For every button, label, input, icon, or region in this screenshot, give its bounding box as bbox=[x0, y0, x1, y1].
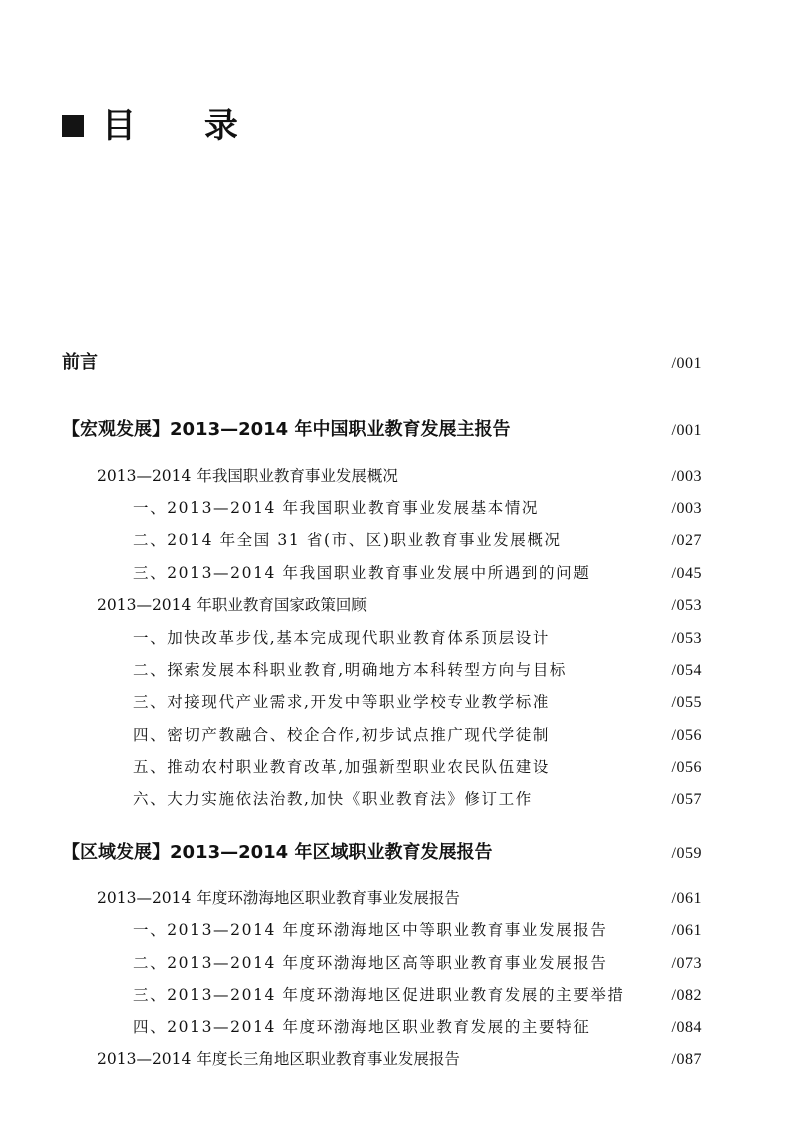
toc-entry-title: 一、2013—2014 年度环渤海地区中等职业教育事业发展报告 bbox=[133, 921, 608, 939]
toc-entry-page-number: /055 bbox=[671, 694, 702, 711]
toc-entry-page-number: /027 bbox=[671, 532, 702, 549]
toc-entry-page-number: /087 bbox=[671, 1051, 702, 1068]
toc-entry bbox=[133, 951, 702, 973]
toc-entry-page-number: /061 bbox=[671, 922, 702, 939]
toc-entry-title: 2013—2014 年度长三角地区职业教育事业发展报告 bbox=[97, 1050, 460, 1068]
toc-entry bbox=[133, 496, 702, 518]
toc-entry bbox=[62, 415, 702, 441]
toc-entry bbox=[97, 593, 702, 615]
toc-entry-title: 前言 bbox=[62, 352, 98, 373]
toc-entry-page-number: /084 bbox=[671, 1019, 702, 1036]
toc-entry-page-number: /053 bbox=[671, 630, 702, 647]
page-title: 目 录 bbox=[102, 106, 266, 146]
toc-entry-title: 二、2013—2014 年度环渤海地区高等职业教育事业发展报告 bbox=[133, 954, 608, 972]
toc-entry-page-number: /056 bbox=[671, 727, 702, 744]
toc-entry bbox=[133, 918, 702, 940]
toc-entry-title: 四、2013—2014 年度环渤海地区职业教育发展的主要特征 bbox=[133, 1018, 591, 1036]
toc-entry bbox=[62, 348, 702, 374]
toc-entry-title: 四、密切产教融合、校企合作,初步试点推广现代学徒制 bbox=[133, 726, 550, 744]
toc-entry-page-number: /061 bbox=[671, 890, 702, 907]
toc-entry-title: 三、2013—2014 年我国职业教育事业发展中所遇到的问题 bbox=[133, 564, 591, 582]
toc-entry bbox=[133, 787, 702, 809]
toc-entry-page-number: /082 bbox=[671, 987, 702, 1004]
toc-entry bbox=[133, 690, 702, 712]
toc-entry-title: 2013—2014 年我国职业教育事业发展概况 bbox=[97, 467, 398, 485]
toc-entry-title: 六、大力实施依法治教,加快《职业教育法》修订工作 bbox=[133, 790, 533, 808]
heading-square-icon bbox=[62, 115, 84, 137]
toc-entry bbox=[97, 886, 702, 908]
toc-entry-page-number: /003 bbox=[671, 468, 702, 485]
toc-entry-title: 二、探索发展本科职业教育,明确地方本科转型方向与目标 bbox=[133, 661, 568, 679]
toc-entry-title: 二、2014 年全国 31 省(市、区)职业教育事业发展概况 bbox=[133, 531, 562, 549]
toc-entry-page-number: /056 bbox=[671, 759, 702, 776]
toc-entry bbox=[133, 528, 702, 550]
toc-entry bbox=[133, 1015, 702, 1037]
toc-entry bbox=[133, 658, 702, 680]
toc-entry bbox=[97, 1047, 702, 1069]
toc-entry-title: 三、2013—2014 年度环渤海地区促进职业教育发展的主要举措 bbox=[133, 986, 625, 1004]
toc-entry-page-number: /001 bbox=[671, 355, 702, 372]
toc-entry bbox=[133, 755, 702, 777]
toc-entry-page-number: /045 bbox=[671, 565, 702, 582]
toc-entry-page-number: /057 bbox=[671, 791, 702, 808]
toc-entry-title: 一、2013—2014 年我国职业教育事业发展基本情况 bbox=[133, 499, 540, 517]
toc-entry-title: 【宏观发展】2013—2014 年中国职业教育发展主报告 bbox=[62, 419, 511, 440]
toc-entry-page-number: /059 bbox=[671, 845, 702, 862]
toc-entry-page-number: /073 bbox=[671, 955, 702, 972]
toc-entry-page-number: /054 bbox=[671, 662, 702, 679]
toc-entry-page-number: /003 bbox=[671, 500, 702, 517]
toc-entry-title: 五、推动农村职业教育改革,加强新型职业农民队伍建设 bbox=[133, 758, 550, 776]
toc-entry bbox=[97, 464, 702, 486]
toc-entry-title: 2013—2014 年职业教育国家政策回顾 bbox=[97, 596, 367, 614]
toc-entry-page-number: /001 bbox=[671, 422, 702, 439]
toc-entry-title: 【区域发展】2013—2014 年区域职业教育发展报告 bbox=[62, 842, 493, 863]
toc-entry-page-number: /053 bbox=[671, 597, 702, 614]
toc-entry bbox=[133, 723, 702, 745]
toc-entry-title: 一、加快改革步伐,基本完成现代职业教育体系顶层设计 bbox=[133, 629, 550, 647]
toc-entry-title: 2013—2014 年度环渤海地区职业教育事业发展报告 bbox=[97, 889, 460, 907]
toc-entry bbox=[133, 983, 702, 1005]
toc-entry bbox=[133, 626, 702, 648]
toc-entry bbox=[62, 838, 702, 864]
toc-entry-title: 三、对接现代产业需求,开发中等职业学校专业教学标准 bbox=[133, 693, 550, 711]
toc-entry bbox=[133, 561, 702, 583]
toc-heading bbox=[62, 106, 266, 146]
